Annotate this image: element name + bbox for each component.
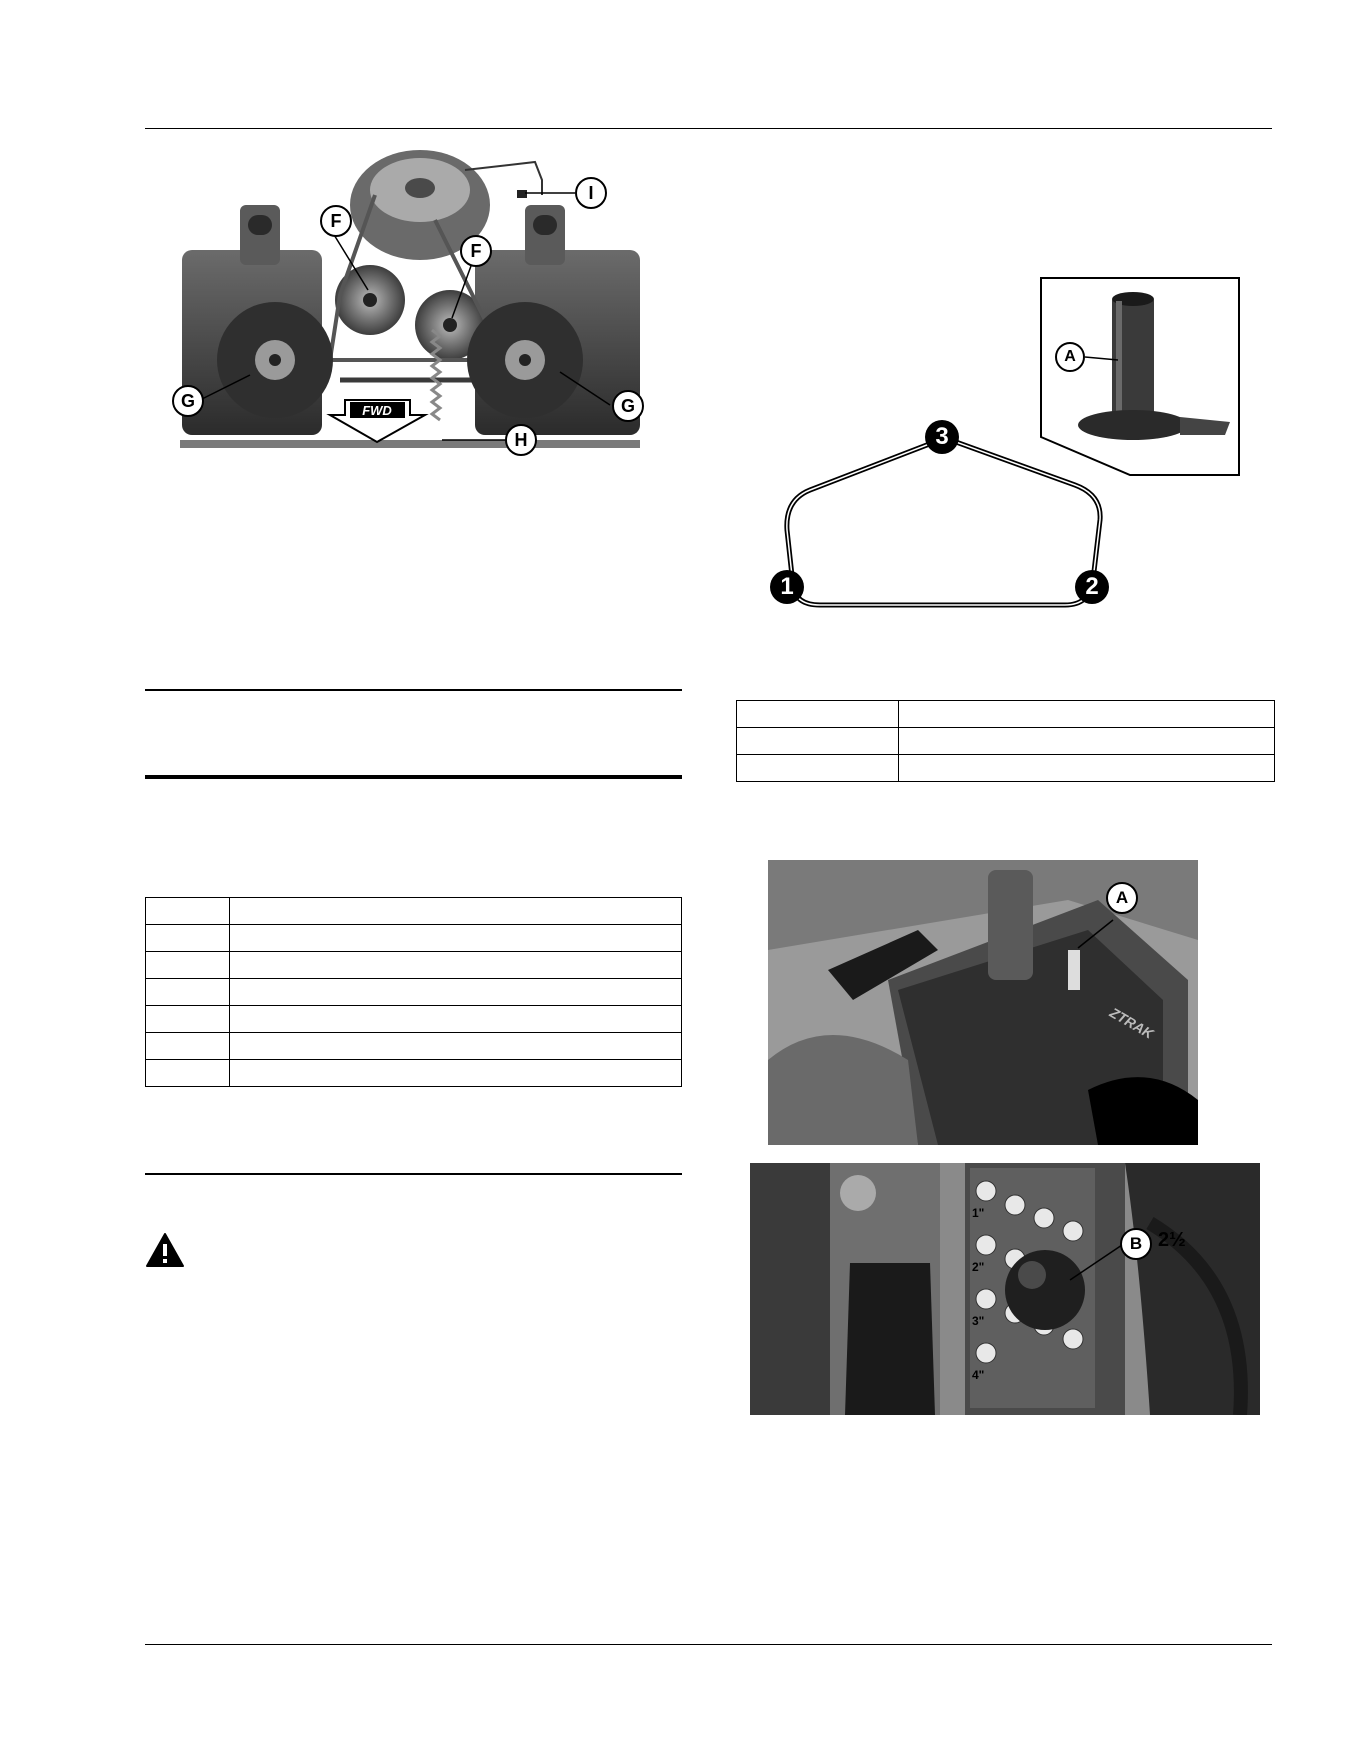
table-row — [146, 1006, 682, 1033]
warning-triangle-icon — [145, 1232, 185, 1268]
callout-f-left: F — [320, 205, 352, 237]
table-row — [146, 925, 682, 952]
lever-callout-a: A — [1106, 882, 1138, 914]
scale-label-2: 2" — [972, 1260, 985, 1274]
scale-label-3: 3" — [972, 1314, 985, 1328]
belt-point-2: 2 — [1075, 570, 1109, 604]
height-photo — [750, 1163, 1260, 1415]
table-row — [146, 898, 682, 925]
table-row — [146, 979, 682, 1006]
height-illustration — [750, 1163, 1260, 1415]
callout-g-left: G — [172, 385, 204, 417]
height-callout-value: 2½ — [1158, 1229, 1186, 1251]
table-row — [146, 1060, 682, 1087]
callout-f-right: F — [460, 235, 492, 267]
tool-inset-frame — [1040, 277, 1240, 477]
scale-label-1: 1" — [972, 1206, 985, 1220]
right-spec-table — [736, 700, 1275, 782]
inset-callout-a: A — [1055, 342, 1085, 372]
lever-photo — [768, 860, 1198, 1145]
scale-label-4: 4" — [972, 1368, 985, 1382]
table-row — [737, 728, 1275, 755]
section-rule-2 — [145, 775, 682, 779]
table-row — [737, 755, 1275, 782]
header-rule — [145, 128, 1272, 129]
drive-figure — [180, 150, 680, 460]
table-row — [737, 701, 1275, 728]
table-row — [146, 1033, 682, 1060]
belt-point-3: 3 — [925, 420, 959, 454]
tool-inset — [1040, 277, 1240, 477]
lever-brand-label: ZTRAK — [1107, 1004, 1157, 1042]
table-row — [146, 952, 682, 979]
callout-g-right: G — [612, 390, 644, 422]
callout-i: I — [575, 177, 607, 209]
callout-h: H — [505, 424, 537, 456]
belt-point-1: 1 — [770, 570, 804, 604]
footer-rule — [145, 1644, 1272, 1645]
height-callout-b: B — [1120, 1228, 1152, 1260]
fwd-arrow-label: FWD — [362, 403, 392, 418]
left-spec-table — [145, 897, 682, 1087]
section-rule-1 — [145, 689, 682, 691]
section-rule-3 — [145, 1173, 682, 1175]
